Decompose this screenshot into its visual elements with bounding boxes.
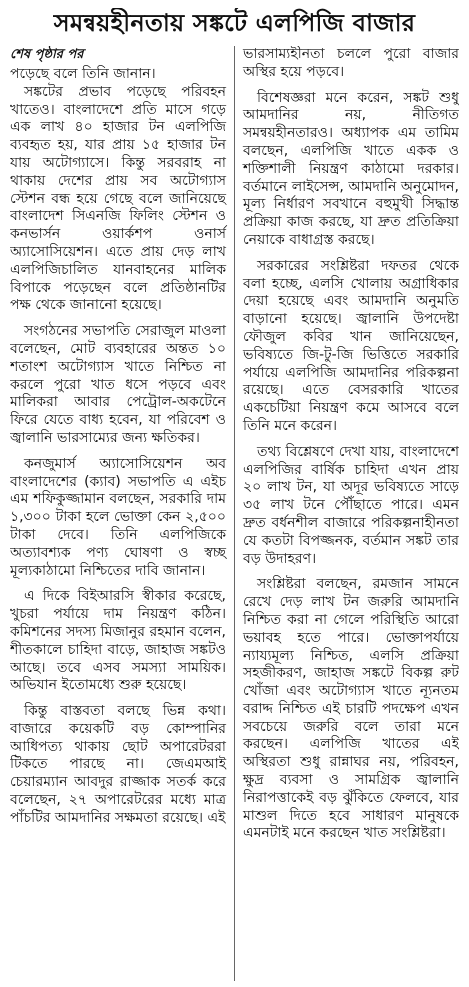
paragraph: সংশ্লিষ্টরা বলছেন, রমজান সামনে রেখে দেড় লাখ টন জরুরি আমদানি নিশ্চিত করা না গেলে পরিস্থিতি আরো ভয়াবহ হতে পারে। ভোক্তাপর্যায়ে ন্যায্যমূল্য নিশ্চিত, এলসি প্রক্রিয়া সহজীকরণ, জাহাজ সঙ্কটে বিকল্প রুট খোঁজা এবং অটোগ্যাস খাতে ন্যূনতম বরাদ্দ নিশ্চিত এই চারটি পদক্ষেপ এখন সবচেয়ে জরুরি বলে তারা মনে করছেন। এলপিজি খাতের এই অস্থিরতা শুধু রান্নাঘর নয়, পরিবহন, ক্ষুদ্র ব্যবসা ও সামগ্রিক জ্বালানি নিরাপত্তাকেই বড় ঝুঁকিতে ফেলবে, যার মাশুল দিতে হবে সাধারণ মানুষকে এমনটাই মনে করছেন খাত সংশ্লিষ্টরা। — [243, 576, 459, 842]
paragraph: কিন্তু বাস্তবতা বলছে ভিন্ন কথা। বাজারে কয়েকটি বড় কোম্পানির আধিপত্য থাকায় ছোট অপারেটররা টিকতে পারছে না। জেএমআই চেয়ারম্যান আবদুর রাজ্জাক সতর্ক করে বলেছেন, ২৭ অপারেটরের মধ্যে মাত্র পাঁচটির আমদানির সক্ষমতা রয়েছে। এই — [10, 703, 226, 826]
paragraph: পড়েছে বলে তিনি জানান। — [10, 66, 156, 82]
article-column-left — [10, 46, 226, 981]
paragraph: তথ্য বিশ্লেষণে দেখা যায়, বাংলাদেশে এলপিজির বার্ষিক চাহিদা এখন প্রায় ২০ লাখ টন, যা অদূর ভবিষ্যতে সাড়ে ৩৫ লাখ টনে পৌঁছাতে পারে। এমন দ্রুত বর্ধনশীল বাজারে পরিকল্পনাহীনতা যে কতটা বিপজ্জনক, বর্তমান সঙ্কট তার বড় উদাহরণ। — [243, 443, 459, 567]
paragraph: বিশেষজ্ঞরা মনে করেন, সঙ্কট শুধু আমদানির নয়, নীতিগত সমন্বয়হীনতারও। অধ্যাপক এম তামিম বলছেন, এলপিজি খাতে একক ও শক্তিশালী নিয়ন্ত্রণ কাঠামো দরকার। বর্তমানে লাইসেন্স, আমদানি অনুমোদন, মূল্য নির্ধারণ সবখানে বহুমুখী সিদ্ধান্ত প্রক্রিয়া কাজ করছে, যা দ্রুত প্রতিক্রিয়া নেয়াকে বাধাগ্রস্ত করছে। — [243, 89, 459, 248]
paragraph: কনজুমার্স অ্যাসোসিয়েশন অব বাংলাদেশের (ক্যাব) সভাপতি এ এইচ এম শফিকুজ্জামান বলছেন, সরকারি দাম ১,৩০০ টাকা হলে ভোক্তা কেন ২,৫০০ টাকা দেবে। তিনি এলপিজিকে অত্যাবশ্যক পণ্য ঘোষণা ও স্বচ্ছ মূল্যকাঠামো নিশ্চিতের দাবি জানান। — [10, 455, 226, 579]
article-body — [10, 46, 459, 981]
article-column-right — [243, 46, 459, 981]
paragraph: এ দিকে বিইআরসি স্বীকার করেছে, খুচরা পর্যায়ে দাম নিয়ন্ত্রণ কঠিন। কমিশনের সদস্য মিজানুর রহমান বলেন, শীতকালে চাহিদা বাড়ে, জাহাজ সঙ্কটও আছে। তবে এসব সমস্যা সাময়িক। অভিযান ইতোমধ্যে শুরু হয়েছে। — [10, 588, 226, 694]
column-divider — [234, 46, 235, 981]
continuation-label: শেষ পৃষ্ঠার পর — [10, 47, 84, 62]
article-headline: সমন্বয়হীনতায় সঙ্কটে এলপিজি বাজার — [53, 9, 416, 37]
paragraph: সরকারের সংশ্লিষ্টরা দফতর থেকে বলা হচ্ছে, এলসি খোলায় অগ্রাধিকার দেয়া হয়েছে এবং আমদানি অনুমতি বাড়ানো হয়েছে। জ্বালানি উপদেষ্টা ফৌজুল কবির খান জানিয়েছেন, ভবিষ্যতে জি-টু-জি ভিত্তিতে সরকারি পর্যায়ে এলপিজি আমদানির পরিকল্পনা রয়েছে। এতে বেসরকারি খাতের একচেটিয়া নিয়ন্ত্রণ কমে আসবে বলে তিনি মনে করেন। — [243, 257, 459, 434]
paragraph: ভারসাম্যহীনতা চললে পুরো বাজার অস্থির হয়ে পড়বে। — [243, 46, 459, 80]
paragraph: সঙ্কটের প্রভাব পড়েছে পরিবহন খাতেও। বাংলাদেশে প্রতি মাসে গড়ে এক লাখ ৪০ হাজার টন এলপিজি ব্যবহৃত হয়, যার প্রায় ১৫ হাজার টন যায় অটোগ্যাসে। কিন্তু সরবরাহ না থাকায় দেশের প্রায় সব অটোগ্যাস স্টেশন বন্ধ হয়ে গেছে বলে জানিয়েছে বাংলাদেশ সিএনজি ফিলিং স্টেশন ও কনভার্সন ওয়ার্কশপ ওনার্স অ্যাসোসিয়েশন। এতে প্রায় দেড় লাখ এলপিজিচালিত যানবাহনের মালিক বিপাকে পড়েছেন বলে প্রতিষ্ঠানটির পক্ষ থেকে জানানো হয়েছে। — [10, 83, 226, 314]
paragraph: সংগঠনের সভাপতি সেরাজুল মাওলা বলেছেন, মোট ব্যবহারের অন্তত ১০ শতাংশ অটোগ্যাস খাতে নিশ্চিত না করলে পুরো খাত ধসে পড়বে এবং মালিকরা আবার পেট্রোল-অকটেনে ফিরে যেতে বাধ্য হবেন, যা পরিবেশ ও জ্বালানি ভারসাম্যের জন্য ক্ষতিকর। — [10, 323, 226, 446]
